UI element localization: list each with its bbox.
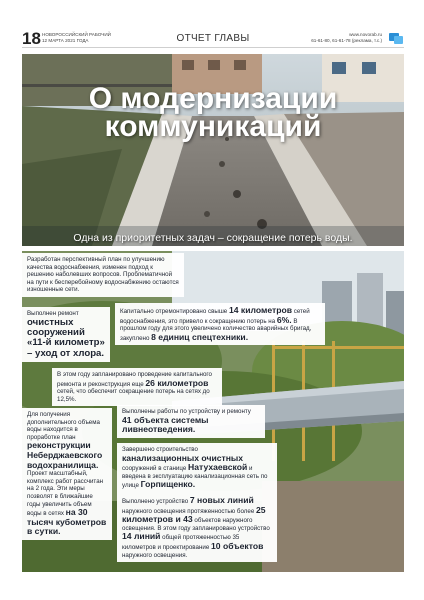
info-box-repair-plan [52,368,222,406]
networks-percent: 6%. [276,314,292,325]
lighting-text-2: наружного освещения протяженностью более [122,507,256,515]
newspaper-title: НОВОРОССИЙСКИЙ РАБОЧИЙ [42,32,111,37]
lighting-highlight-3: 14 линий [122,531,161,542]
reservoir-volume: на 30 тысяч кубометров в сутки. [27,507,107,537]
repair-plan-text-1: В этом году запланировано проведение капитального ремонта и реконструкция еще [57,371,212,388]
lighting-highlight-1: 7 новых линий [189,495,254,505]
networks-text-3: В прошлом году для этого увеличено количество аварийных бригад, закуплено [120,317,312,342]
reservoir-text-1: Для получения дополнительного объема воды находится в проработке план [27,411,100,441]
page-number: 18 [22,29,41,48]
section-title: ОТЧЕТ ГЛАВЫ [176,33,250,44]
info-box-plan-text: Разработан перспективный план по улучшению качества водоснабжения, изменен подход к решению наболевших вопросов. Проблематичной на пути к бесперебойному водоснабжению остаются изношенные сети. [27,256,179,294]
sewage-highlight-1: канализационных очистных [122,452,244,463]
sewage-text-2: сооружений в станице [122,465,189,473]
website: www.novorab.ru [349,32,382,37]
lighting-highlight-4: 10 объектов [211,540,264,551]
hero-photo [22,54,404,246]
contacts [311,32,382,43]
article-headline [22,82,404,143]
info-box-reservoir [22,408,112,540]
sewage-text-1: Завершено строительство [122,446,198,453]
info-box-sewage [117,443,277,493]
phones: 61-61-80, 61-61-78 (реклама, т.с.) [311,37,382,43]
page-header [22,30,404,48]
lighting-text-5: наружного освещения. [122,551,188,559]
headline-line-1: О модернизации [88,82,338,115]
headline-line-2: коммуникаций [104,110,322,143]
drainage-text-1: Выполнены работы по устройству и ремонту [122,408,251,415]
info-box-lighting [117,493,277,562]
issue-date: 12 МАРТА 2021 ГОДА [42,37,89,43]
networks-vehicles: 8 единиц спецтехники. [151,331,249,342]
networks-text-1: Капитально отремонтировано свыше [120,308,229,315]
reservoir-highlight: реконструкции Неберджаевского водохранилища. [27,440,103,470]
repair-plan-text-2: сетей, что обеспечит сокращение потерь на сетях до 12,5%. [57,388,210,403]
lighting-text-4: общей протяженностью 35 километров и проектирование [122,534,240,551]
sewage-highlight-3: Горпищенко. [140,479,196,490]
hero-caption: Одна из приоритетных задач – сокращение потерь воды. [73,232,353,244]
info-box-drainage [117,405,265,438]
info-box-treatment [22,307,110,362]
drainage-highlight: 41 объекта системы ливнеотведения. [122,414,209,435]
lighting-highlight-2: 25 километров и 43 [122,504,266,525]
lighting-text-1: Выполнено устройство [122,498,190,505]
networks-km: 14 километров [228,305,292,315]
sewage-text-3: и введена в эксплуатацию канализационная сеть по улице [122,465,268,490]
info-box-networks [115,303,325,345]
sewage-highlight-2: Натухаевской [188,462,248,473]
repair-plan-km: 26 километров [145,377,209,388]
info-box-plan [22,253,184,297]
info-box-treatment-pre: Выполнен ремонт [27,310,79,317]
lighting-text-3: объектов наружного освещения. В этом году запланировано устройство [122,517,270,532]
newspaper-logo-icon [388,31,404,45]
networks-text-2: сетей водоснабжения, это привело к сокращению потерь на [120,308,310,325]
info-box-treatment-highlight: очистных сооружений «11-й километр» – уход от хлора. [27,316,105,359]
reservoir-text-2: Проект масштабный, комплекс работ рассчитан на 2 года. Эти меры позволят в ближайшие годы увеличить объем воды в сетях [27,470,104,518]
